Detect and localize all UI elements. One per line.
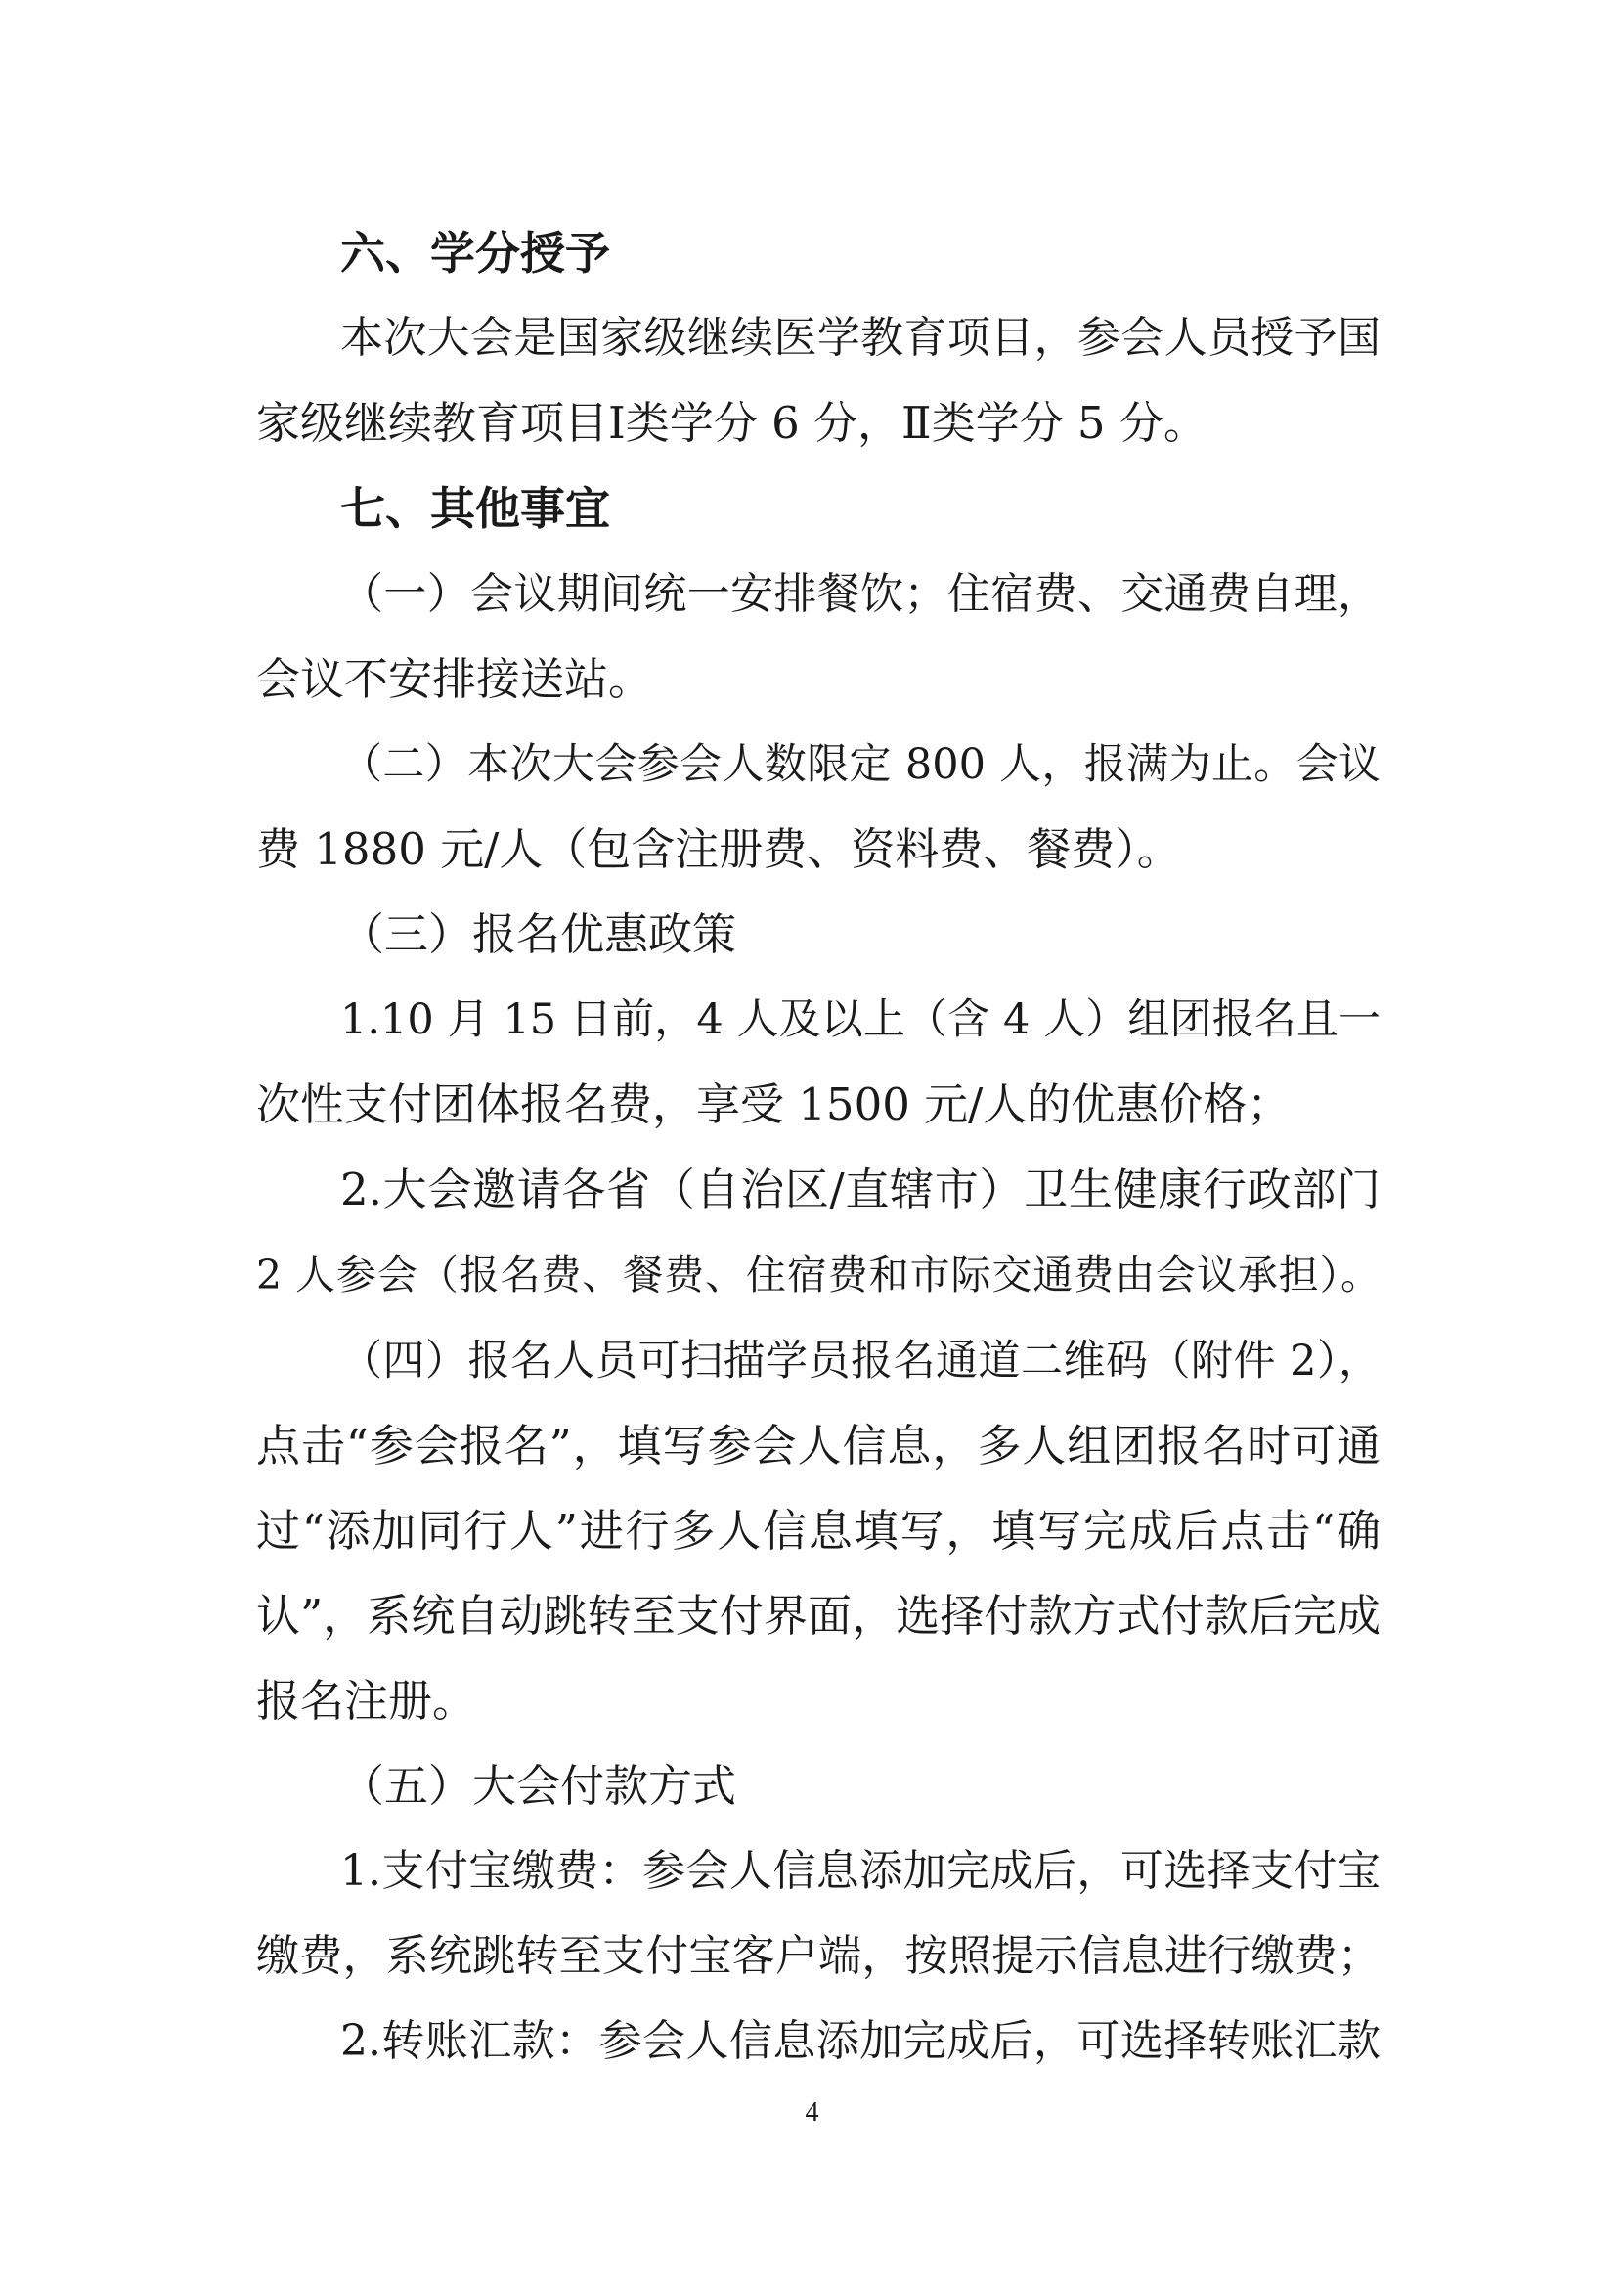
paragraph-line: 2.转账汇款：参会人信息添加完成后，可选择转账汇款 [340,2016,1381,2066]
paragraph-line: 点击“参会报名”，填写参会人信息，多人组团报名时可通 [256,1420,1381,1472]
subsection-heading: （五）大会付款方式 [340,1760,737,1812]
paragraph-line: 费 1880 元/人（包含注册费、资料费、餐费）。 [256,823,1181,875]
paragraph-line: 家级继续教育项目Ⅰ类学分 6 分，Ⅱ类学分 5 分。 [256,397,1207,449]
paragraph-line: 本次大会是国家级继续医学教育项目，参会人员授予国 [340,313,1381,363]
section-heading-6: 六、学分授予 [340,227,610,280]
paragraph-line: 1.10 月 15 日前，4 人及以上（含 4 人）组团报名且一 [340,995,1381,1044]
paragraph-line: 2 人参会（报名费、餐费、住宿费和市际交通费由会议承担）。 [256,1252,1381,1298]
paragraph-line: 过“添加同行人”进行多人信息填写，填写完成后点击“确 [256,1505,1381,1557]
paragraph-line: 缴费，系统跳转至支付宝客户端，按照提示信息进行缴费； [256,1931,1381,1981]
paragraph-line: 认”，系统自动跳转至支付界面，选择付款方式付款后完成 [256,1590,1381,1642]
paragraph-line: 1.支付宝缴费：参会人信息添加完成后，可选择支付宝 [340,1846,1381,1896]
page-number: 4 [805,2097,819,2128]
paragraph-line: 报名注册。 [256,1675,477,1727]
paragraph-line: 会议不安排接送站。 [256,653,653,705]
section-heading-7: 七、其他事宜 [340,482,610,535]
paragraph-line: （二）本次大会参会人数限定 800 人，报满为止。会议 [340,740,1381,789]
paragraph-line: （一）会议期间统一安排餐饮；住宿费、交通费自理， [340,569,1381,619]
paragraph-line: 2.大会邀请各省（自治区/直辖市）卫生健康行政部门 [340,1164,1381,1215]
subsection-heading: （三）报名优惠政策 [340,908,737,960]
paragraph-line: 次性支付团体报名费，享受 1500 元/人的优惠价格； [256,1078,1292,1130]
paragraph-line: （四）报名人员可扫描学员报名通道二维码（附件 2）， [340,1337,1381,1385]
